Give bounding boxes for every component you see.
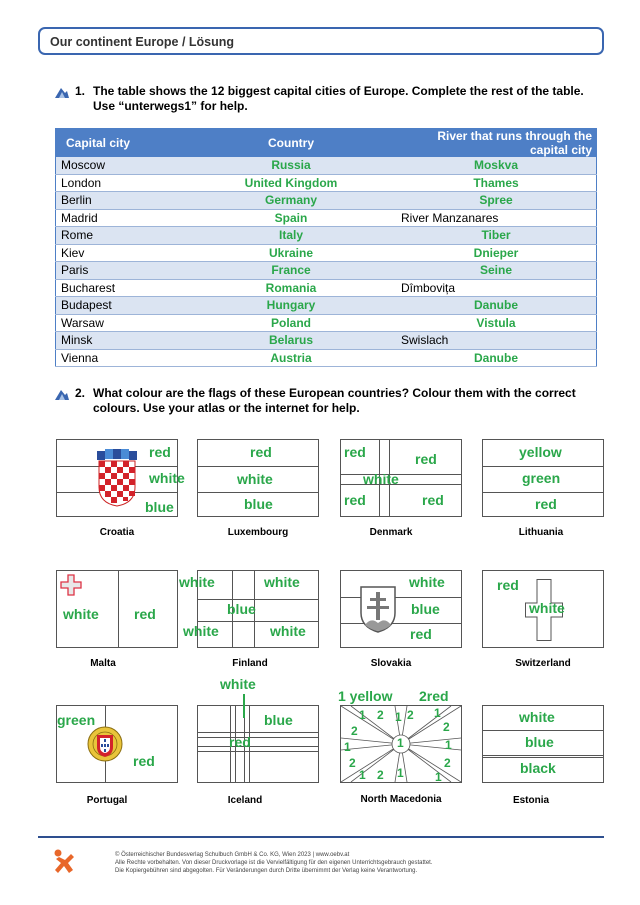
- ray-number: 2: [444, 756, 451, 770]
- flag-caption: Estonia: [512, 795, 550, 806]
- footer-copyright: © Österreichischer Bundesverlag Schulbuch GmbH & Co. KG, Wien 2023 | www.oebv.at Alle Rechte vorbehalten. Von dieser Druckvorlage ist die Vervielfältigung für den eigenen Unterrichtsgebrauch gestattet. Die Kopiergebühren sind abgegolten. Für Veränderungen durch Dritte übernimmt der Verlag keine Verantwortung.: [115, 852, 433, 874]
- country-cell: Russia: [186, 157, 396, 174]
- ray-number: 2: [351, 724, 358, 738]
- flag-north-macedonia: [338, 688, 462, 784]
- flag-colour-label: red: [422, 492, 444, 508]
- flag-colour-label: blue: [411, 601, 440, 617]
- table-row: [56, 227, 597, 245]
- george-cross-icon: [60, 574, 82, 596]
- flag-finland: [179, 570, 319, 648]
- flag-colour-label: red: [229, 734, 251, 750]
- ray-number: 2: [377, 708, 384, 722]
- river-cell: Tiber: [396, 227, 597, 245]
- flag-iceland: [197, 676, 319, 783]
- flag-malta: [56, 570, 178, 648]
- table-row: [56, 192, 597, 210]
- flag-colour-label: red: [344, 492, 366, 508]
- header-box: [38, 27, 604, 55]
- flag-colour-label: blue: [145, 499, 174, 515]
- country-cell: United Kingdom: [186, 174, 396, 192]
- footer-divider: [38, 836, 604, 838]
- flag-caption: Denmark: [369, 527, 413, 538]
- column-header: Capital city: [56, 129, 187, 158]
- flag-caption: Slovakia: [370, 658, 412, 669]
- ray-number: 2: [377, 768, 384, 782]
- task-text: The table shows the 12 biggest capital cities of Europe. Complete the rest of the table. Use “unterwegs1” for help.: [93, 84, 584, 113]
- flag-caption: Croatia: [99, 527, 135, 538]
- flag-colour-label: green: [522, 470, 561, 486]
- flag-colour-label: white: [237, 471, 273, 487]
- column-header: River that runs through the capital city: [396, 129, 597, 158]
- river-cell: Danube: [396, 297, 597, 315]
- flag-colour-label: blue: [525, 734, 554, 750]
- city-cell: London: [56, 174, 187, 192]
- flag-caption: North Macedonia: [360, 794, 442, 805]
- river-cell: Moskva: [396, 157, 597, 174]
- table-row: [56, 314, 597, 332]
- table-row: [56, 244, 597, 262]
- flag-caption: Lithuania: [518, 527, 564, 538]
- city-cell: Bucharest: [56, 279, 187, 297]
- ray-number: 1: [359, 768, 366, 782]
- flag-colour-label: white: [63, 606, 99, 622]
- city-cell: Warsaw: [56, 314, 187, 332]
- ray-number: 2: [349, 756, 356, 770]
- flag-caption: Iceland: [227, 795, 263, 806]
- city-cell: Moscow: [56, 157, 187, 174]
- flag-portugal: [56, 705, 178, 783]
- country-cell: Belarus: [186, 332, 396, 350]
- flag-caption: Switzerland: [515, 658, 571, 669]
- flag-legend: 2red: [419, 688, 449, 704]
- flag-switzerland: [482, 570, 604, 648]
- ray-number: 1: [397, 766, 404, 780]
- flag-luxembourg: [197, 439, 319, 517]
- flag-colour-label: white: [149, 470, 185, 486]
- ray-number: 1: [397, 736, 404, 750]
- croatia-coat-of-arms-icon: [95, 449, 139, 507]
- column-header: Country: [186, 129, 396, 158]
- pointer-line: [243, 694, 245, 718]
- flag-caption: Malta: [90, 658, 116, 669]
- river-cell: Dîmbovița: [396, 279, 597, 297]
- city-cell: Minsk: [56, 332, 187, 350]
- task-number: 1.: [75, 84, 86, 98]
- river-cell: Thames: [396, 174, 597, 192]
- portugal-coat-of-arms-icon: [86, 725, 124, 763]
- table-row: [56, 209, 597, 227]
- country-cell: Germany: [186, 192, 396, 210]
- city-cell: Vienna: [56, 349, 187, 367]
- city-cell: Kiev: [56, 244, 187, 262]
- city-cell: Budapest: [56, 297, 187, 315]
- country-cell: Austria: [186, 349, 396, 367]
- country-cell: Poland: [186, 314, 396, 332]
- flag-colour-label: white: [264, 574, 300, 590]
- flag-lithuania: [482, 439, 604, 517]
- ray-number: 1: [359, 708, 366, 722]
- flag-colour-label: red: [497, 577, 519, 593]
- country-cell: Italy: [186, 227, 396, 245]
- ray-number: 2: [443, 720, 450, 734]
- country-cell: Hungary: [186, 297, 396, 315]
- country-cell: Ukraine: [186, 244, 396, 262]
- flag-colour-label: white: [519, 709, 555, 725]
- table-header-row: [56, 129, 597, 158]
- flag-colour-label: red: [415, 451, 437, 467]
- flag-colour-label: white: [529, 600, 565, 616]
- river-cell: Danube: [396, 349, 597, 367]
- river-cell: Spree: [396, 192, 597, 210]
- city-cell: Rome: [56, 227, 187, 245]
- country-cell: Romania: [186, 279, 396, 297]
- flag-colour-label: black: [520, 760, 556, 776]
- table-row: [56, 157, 597, 174]
- city-cell: Madrid: [56, 209, 187, 227]
- ray-number: 1: [434, 706, 441, 720]
- mountain-icon: [55, 388, 69, 400]
- flag-colour-label: white: [363, 471, 399, 487]
- flag-colour-label: red: [149, 444, 171, 460]
- flag-colour-label: red: [134, 606, 156, 622]
- task-number: 2.: [75, 386, 86, 400]
- flag-colour-label: blue: [227, 601, 256, 617]
- flag-slovakia: [340, 570, 462, 648]
- flag-colour-label: blue: [244, 496, 273, 512]
- table-row: [56, 297, 597, 315]
- city-cell: Berlin: [56, 192, 187, 210]
- ray-number: 1: [435, 770, 442, 784]
- task-text: What colour are the flags of these European countries? Colour them with the correct colours. Use your atlas or the internet for help.: [93, 386, 576, 415]
- table-row: [56, 262, 597, 280]
- flag-colour-label: white: [183, 623, 219, 639]
- country-cell: France: [186, 262, 396, 280]
- ray-number: 1: [344, 740, 351, 754]
- publisher-logo-icon: [52, 848, 78, 876]
- flag-caption: Portugal: [86, 795, 128, 806]
- flag-colour-label: red: [133, 753, 155, 769]
- flag-colour-label: red: [344, 444, 366, 460]
- flag-colour-label: blue: [264, 712, 293, 728]
- ray-number: 1: [395, 710, 402, 724]
- flag-colour-label: white: [270, 623, 306, 639]
- flag-colour-label: yellow: [519, 444, 562, 460]
- flag-colour-label: red: [410, 626, 432, 642]
- table-row: [56, 279, 597, 297]
- river-cell: Swislach: [396, 332, 597, 350]
- page-title: Our continent Europe / Lösung: [50, 35, 235, 49]
- river-cell: River Manzanares: [396, 209, 597, 227]
- ray-number: 1: [445, 738, 452, 752]
- flag-colour-label: white: [409, 574, 445, 590]
- flag-croatia: [56, 439, 185, 517]
- river-cell: Dnieper: [396, 244, 597, 262]
- flag-colour-label: red: [535, 496, 557, 512]
- capitals-table: [55, 128, 597, 367]
- flag-caption: Luxembourg: [227, 527, 289, 538]
- flag-estonia: [482, 705, 604, 783]
- table-row: [56, 174, 597, 192]
- country-cell: Spain: [186, 209, 396, 227]
- flag-colour-label: white: [220, 676, 256, 692]
- ray-number: 2: [407, 708, 414, 722]
- table-row: [56, 349, 597, 367]
- river-cell: Vistula: [396, 314, 597, 332]
- flag-denmark: [340, 439, 462, 517]
- table-row: [56, 332, 597, 350]
- city-cell: Paris: [56, 262, 187, 280]
- flag-colour-label: green: [57, 712, 96, 728]
- flag-colour-label: red: [250, 444, 272, 460]
- flag-legend: 1 yellow: [338, 688, 393, 704]
- flag-caption: Finland: [232, 658, 268, 669]
- slovakia-coat-of-arms-icon: [359, 585, 397, 633]
- mountain-icon: [55, 86, 69, 98]
- flag-colour-label: white: [179, 574, 215, 590]
- river-cell: Seine: [396, 262, 597, 280]
